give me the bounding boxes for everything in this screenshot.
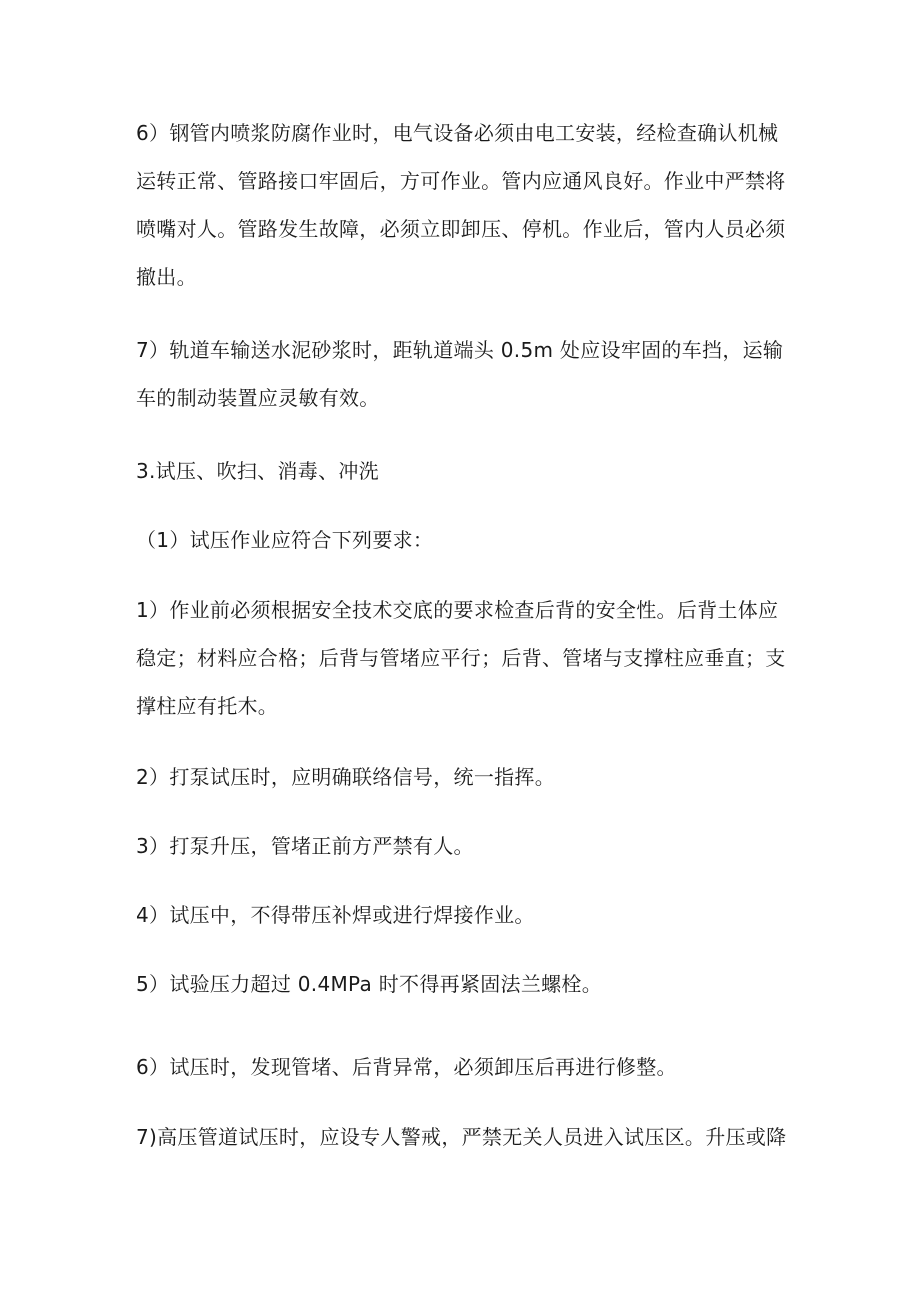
section-heading-pressure-test: 3.试压、吹扫、消毒、冲洗 <box>136 459 379 483</box>
paragraph-no-welding: 4）试压中，不得带压补焊或进行焊接作业。 <box>136 903 535 927</box>
paragraph-backing-check: 1）作业前必须根据安全技术交底的要求检查后背的安全性。后背土体应稳定；材料应合格；后背与管堵应平行；后背、管堵与支撑柱应垂直；支撑柱应有托木。 <box>136 598 786 718</box>
paragraph-steel-pipe-spraying: 6）钢管内喷浆防腐作业时，电气设备必须由电工安装，经检查确认机械运转正常、管路接口牢固后，方可作业。管内应通风良好。作业中严禁将喷嘴对人。管路发生故障，必须立即卸压、停机。作业后，管内人员必须撤出。 <box>136 121 786 289</box>
paragraph-rail-car-mortar: 7）轨道车输送水泥砂浆时，距轨道端头 0.5m 处应设牢固的车挡，运输车的制动装置应灵敏有效。 <box>136 338 784 410</box>
paragraph-high-pressure-guard: 7)高压管道试压时，应设专人警戒，严禁无关人员进入试压区。升压或降 <box>136 1125 787 1149</box>
paragraph-pump-pressure: 3）打泵升压，管堵正前方严禁有人。 <box>136 834 474 858</box>
paragraph-pump-signal: 2）打泵试压时，应明确联络信号，统一指挥。 <box>136 765 556 789</box>
subsection-heading-test-requirements: （1）试压作业应符合下列要求： <box>136 528 434 552</box>
paragraph-abnormal-unload: 6）试压时，发现管堵、后背异常，必须卸压后再进行修整。 <box>136 1055 677 1079</box>
paragraph-flange-bolts: 5）试验压力超过 0.4MPa 时不得再紧固法兰螺栓。 <box>136 972 603 996</box>
